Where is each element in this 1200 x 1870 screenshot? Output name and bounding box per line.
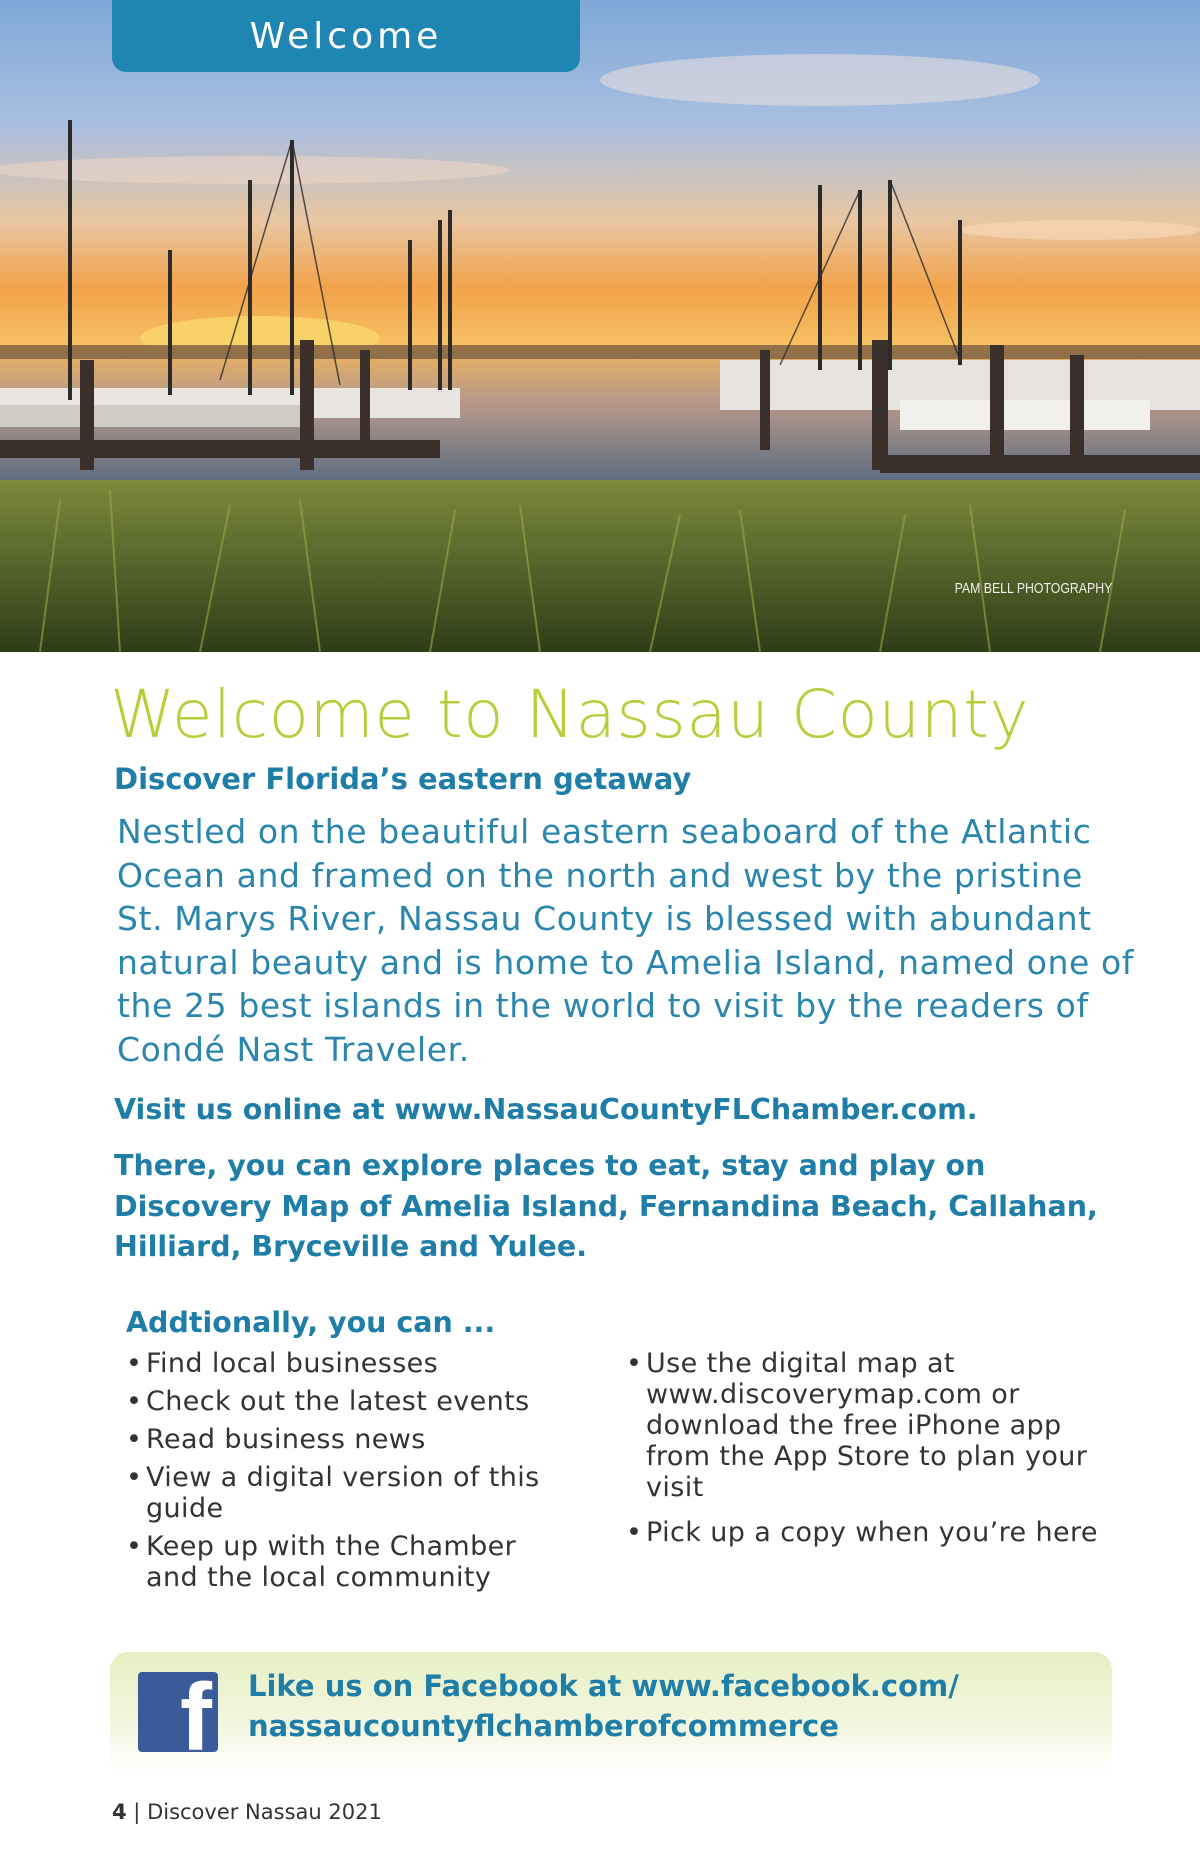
features-list-left [126, 1348, 566, 1600]
page-subtitle: Discover Florida’s eastern getaway [114, 762, 692, 796]
page-footer [112, 1800, 382, 1824]
features-list-right [626, 1348, 1106, 1562]
list-item: • Keep up with the Chamber and the local community [126, 1531, 566, 1593]
publication-name: Discover Nassau 2021 [147, 1800, 382, 1824]
facebook-icon[interactable]: f [138, 1672, 218, 1752]
footer-separator: | [126, 1800, 148, 1824]
page-number: 4 [112, 1800, 127, 1824]
facebook-link[interactable] [248, 1666, 959, 1746]
website-line: Visit us online at www.NassauCountyFLChamber.com. [114, 1093, 978, 1126]
list-item: • Use the digital map at www.discoverymap.com or download the free iPhone app from the App Store to plan your visit [626, 1348, 1106, 1503]
list-item: • View a digital version of this guide [126, 1462, 566, 1524]
section-tab: Welcome [112, 0, 580, 72]
explore-paragraph: There, you can explore places to eat, stay and play on Discovery Map of Amelia Island, Fernandina Beach, Callahan, Hilliard, Bryceville and Yulee. [114, 1149, 1098, 1263]
photo-credit: PAM BELL PHOTOGRAPHY [954, 580, 1112, 597]
page-title: Welcome to Nassau County [110, 676, 1030, 753]
list-item: • Read business news [126, 1424, 566, 1455]
list-item: • Check out the latest events [126, 1386, 566, 1417]
hero-photo [0, 0, 1200, 652]
facebook-line-2: nassaucountyflchamberofcommerce [248, 1709, 839, 1743]
facebook-line-1: Like us on Facebook at www.facebook.com/ [248, 1669, 959, 1703]
facebook-callout [110, 1652, 1112, 1776]
list-item: • Pick up a copy when you’re here [626, 1517, 1106, 1548]
additionally-heading: Addtionally, you can ... [126, 1306, 496, 1339]
intro-paragraph: Nestled on the beautiful eastern seaboard of the Atlantic Ocean and framed on the north and west by the pristine St. Marys River, Nassau County is blessed with abundant natural beauty and is home to Amelia Island, named one of the 25 best islands in the world to visit by the readers of Condé Nast Traveler. [117, 812, 1135, 1069]
list-item: • Find local businesses [126, 1348, 566, 1379]
